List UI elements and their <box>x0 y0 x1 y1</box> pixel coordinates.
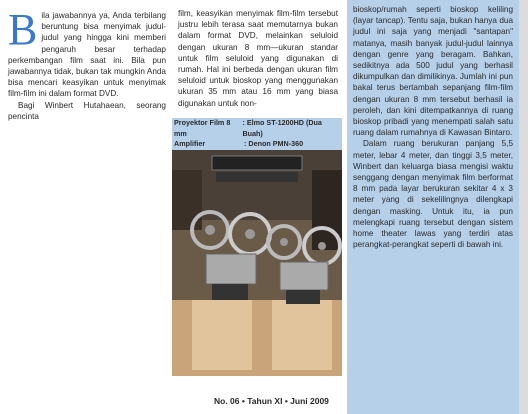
spec-row: Amplifier : Denon PMN-360 <box>174 139 304 148</box>
article-column-2 <box>178 8 338 109</box>
article-column-3 <box>347 0 519 414</box>
page-edge <box>519 0 528 414</box>
spec-row: Proyektor Film 8 mm : Elmo ST-1200HD (Dua Buah) <box>174 118 322 138</box>
paragraph: ila jawabannya ya, Anda terbilang beruntung bisa menyimak judul-judul yang hingga kini memberi pengaruh besar terhadap perkembangan film saat ini. Bila pun jawabannya tidak, bukan tak mungkin Anda bisa mencari keasyikan untuk menyimak film-film ini dalam format DVD. <box>8 11 166 99</box>
drop-cap: B <box>8 5 38 54</box>
paragraph: Dalam ruang berukuran panjang 5,5 meter, lebar 4 meter, dan tinggi 3,5 meter, Winbert dan keluarga biasa mengisi waktu senggang dengan menyimak film berformat 8 mm pada layar berukuran sekitar 4 x 3 meter yang di sekelilingnya dilengkapi dengan masking. Untuk itu, ia pun melengkapi ruang tersebut dengan sistem home theater lawas yang terdiri atas perangkat-perangkat seperti di bawah ini. <box>353 139 513 250</box>
projector-illustration <box>172 150 342 376</box>
paragraph: Bagi Winbert Hutahaean, seorang pencinta <box>8 100 166 121</box>
page-footer: No. 06 • Tahun XI • Juni 2009 <box>214 396 329 406</box>
article-column-1 <box>8 5 166 122</box>
paragraph: bioskop/rumah seperti bioskop keliling (layar tancap). Tentu saja, bukan hanya dua judul ini saja yang menjadi "santapan" matanya, masih banyak judul-judul lainnya dengan genre yang beragam. Bahkan, sedikitnya ada 500 judul yang berhasil dikumpulkan dan dimilikinya. Jumlah ini pun bakal terus bertambah sepanjang film-film dengan ukuran 8 mm tersebut berhasil ia peroleh, dan kini ditempatkannya di ruang bioskop pribadi yang menempati salah satu ruang dalam rumahnya di Kawasan Bintaro. <box>353 5 513 138</box>
equipment-spec-box <box>172 118 342 150</box>
paragraph: film, keasyikan menyimak film-film tersebut justru lebih terasa saat memutarnya bukan dalam format DVD, melainkan seluloid dengan ukuran 8 mm—ukuran standar untuk film seluloid yang digunakan di rumah. Hal ini berbeda dengan ukuran film seluloid untuk bioskop yang menggunakan ukuran 35 mm atau 16 mm yang biasa digunakan untuk non- <box>178 9 338 108</box>
projector-photo <box>172 150 342 376</box>
